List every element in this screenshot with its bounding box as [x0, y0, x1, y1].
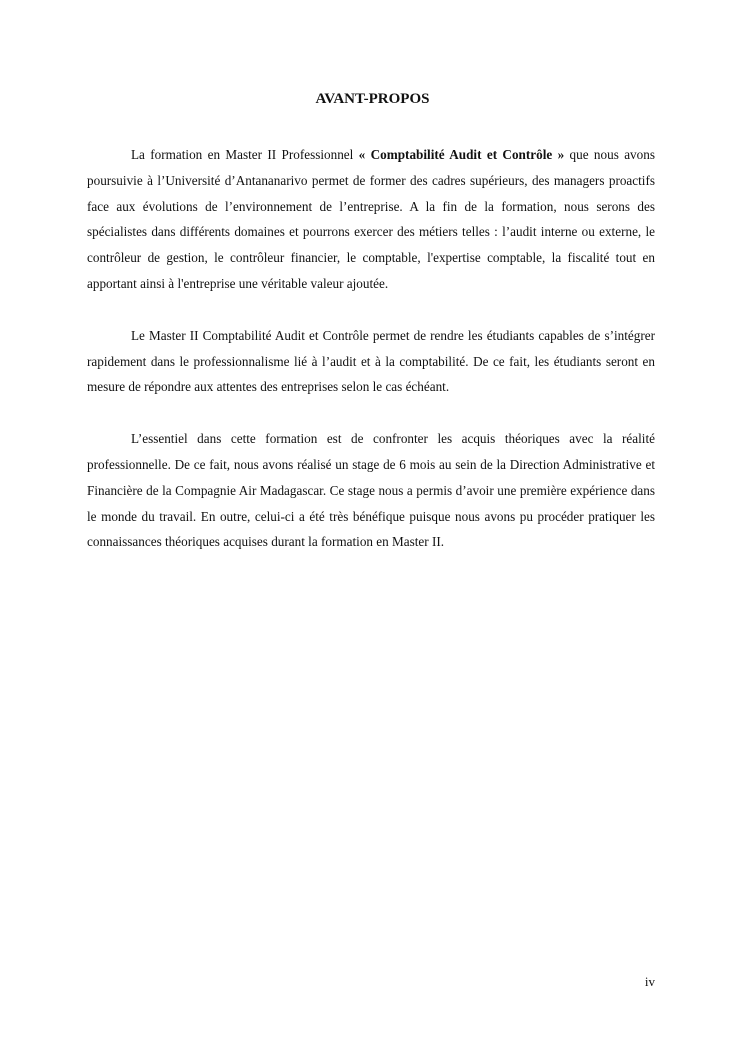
- program-name-emphasis: « Comptabilité Audit et Contrôle »: [358, 147, 565, 162]
- paragraph-formation: [87, 142, 655, 297]
- paragraph-master: Le Master II Comptabilité Audit et Contrôle permet de rendre les étudiants capables de s’intégrer rapidement dans le professionnalisme lié à l’audit et à la comptabilité. De ce fait, les étudiants seront en mesure de répondre aux attentes des entreprises selon le cas échéant.: [87, 327, 655, 395]
- body-text: [87, 142, 655, 581]
- paragraph-stage: L’essentiel dans cette formation est de confronter les acquis théoriques avec la réalité professionnelle. De ce fait, nous avons réalisé un stage de 6 mois au sein de la Direction Administrative et Financière de la Compagnie Air Madagascar. Ce stage nous a permis d’avoir une première expérience dans le monde du travail. En outre, celui-ci a été très bénéfique puisque nous avons pu procéder pratiquer les connaissances théoriques acquises durant la formation en Master II.: [87, 431, 655, 550]
- page-title: AVANT-PROPOS: [315, 91, 430, 107]
- paragraph-formation-rest: que nous avons poursuivie à l’Université d’Antananarivo permet de former des cadres supérieurs, des managers proactifs face aux évolutions de l’environnement de l’entreprise. A la fin de la formation, nous serons des spécialistes dans différents domaines et pourrons exercer des métiers telles : l’audit interne ou externe, le contrôleur de gestion, le contrôleur financier, le comptable, l'expertise comptable, la fiscalité tout en apportant ainsi à l'entreprise une véritable valeur ajoutée.: [87, 147, 655, 291]
- paragraph-formation-intro: La formation en Master II Professionnel: [131, 147, 359, 162]
- page-number: iv: [644, 974, 655, 989]
